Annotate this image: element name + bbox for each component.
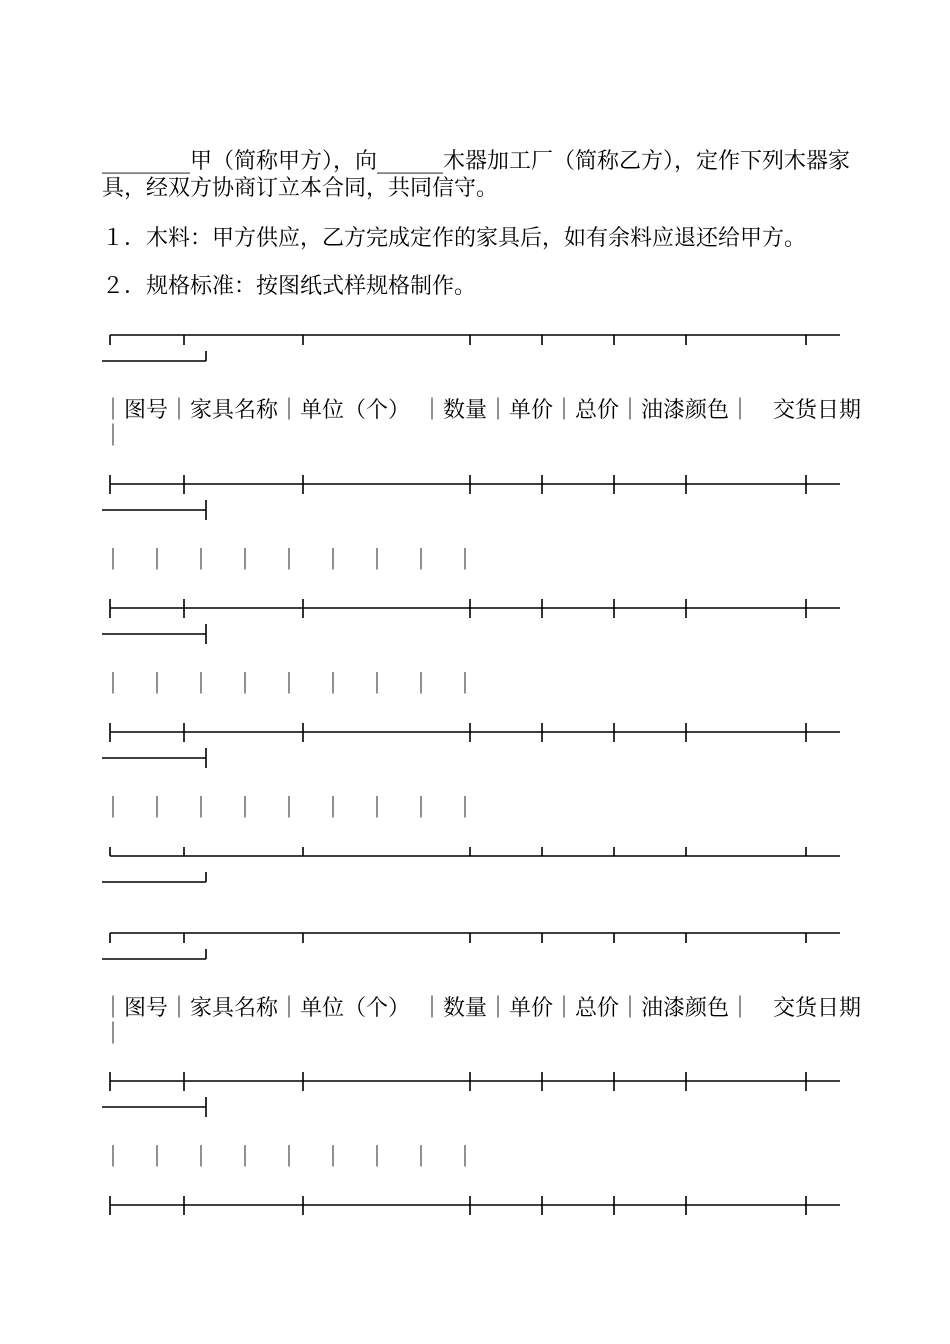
table1-top-border: [0, 325, 950, 375]
table1-separator-2: [0, 598, 950, 648]
table1-separator-1: [0, 474, 950, 524]
table2-separator-1: [0, 1071, 950, 1121]
clause-1-material: １．木料：甲方供应，乙方完成定作的家具后，如有余料应退还给甲方。: [102, 226, 807, 251]
table1-empty-row: ｜ ｜ ｜ ｜ ｜ ｜ ｜ ｜ ｜: [102, 796, 477, 821]
table1-bottom-border: [0, 846, 950, 896]
table1-header-row: ｜图号｜家具名称｜单位（个） ｜数量｜单价｜总价｜油漆颜色｜ 交货日期 ｜: [102, 398, 884, 449]
table2-empty-row: ｜ ｜ ｜ ｜ ｜ ｜ ｜ ｜ ｜: [102, 1145, 477, 1170]
table1-separator-3: [0, 722, 950, 772]
table1-empty-row: ｜ ｜ ｜ ｜ ｜ ｜ ｜ ｜ ｜: [102, 672, 477, 697]
table1-empty-row: ｜ ｜ ｜ ｜ ｜ ｜ ｜ ｜ ｜: [102, 548, 477, 573]
table2-header-row: ｜图号｜家具名称｜单位（个） ｜数量｜单价｜总价｜油漆颜色｜ 交货日期 ｜: [102, 996, 884, 1047]
clause-2-specification: ２．规格标准：按图纸式样规格制作。: [102, 274, 477, 299]
intro-paragraph: ________甲（简称甲方），向______木器加工厂（简称乙方），定作下列木器家具，经双方协商订立本合同，共同信守。: [102, 149, 851, 201]
table2-top-border: [0, 923, 950, 973]
table2-separator-2: [0, 1195, 950, 1225]
